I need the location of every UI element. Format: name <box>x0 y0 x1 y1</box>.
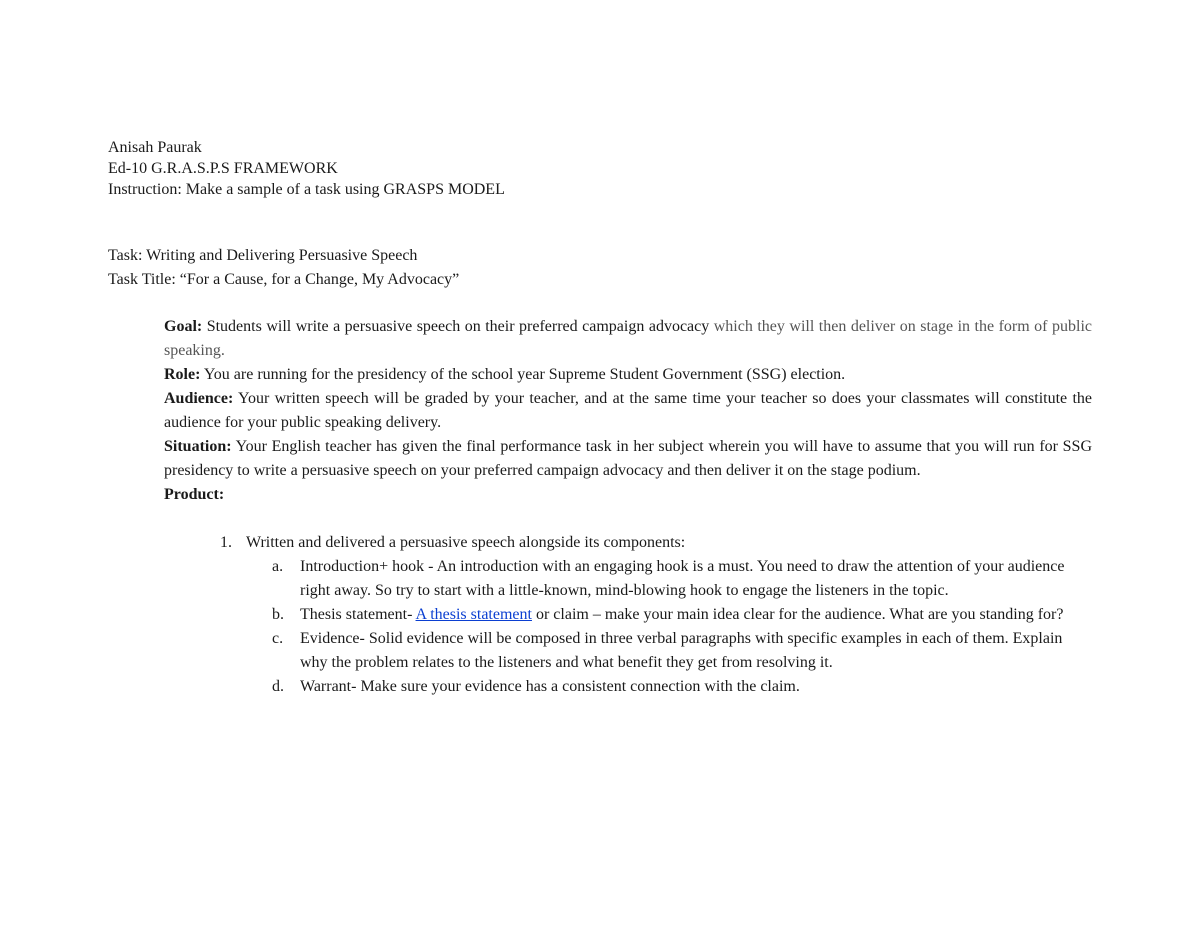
product-list <box>164 531 1094 699</box>
instruction-text: Instruction: Make a sample of a task using GRASPS MODEL <box>108 181 505 198</box>
author-name: Anisah Paurak <box>108 139 202 156</box>
sub-item-text: Warrant- Make sure your evidence has a consistent connection with the claim. <box>300 678 800 695</box>
task-title-line: Task Title: “For a Cause, for a Change, My Advocacy” <box>108 271 460 288</box>
audience-paragraph <box>164 387 1092 435</box>
situation-paragraph <box>164 435 1092 483</box>
sub-marker: c. <box>272 630 284 647</box>
situation-text: Your English teacher has given the final performance task in her subject wherein you will have to assume that you will run for SSG presidency to write a persuasive speech on your preferred campaign advocacy and then deliver it on the stage podium. <box>164 438 1092 479</box>
role-text: You are running for the presidency of the school year Supreme Student Government (SSG) election. <box>200 366 846 383</box>
task-line: Task: Writing and Delivering Persuasive Speech <box>108 247 418 264</box>
sub-marker: b. <box>272 606 284 623</box>
list-item-text: Written and delivered a persuasive speech alongside its components: <box>246 534 686 551</box>
sub-list-item-b <box>164 603 1094 627</box>
audience-label: Audience: <box>164 390 234 407</box>
role-label: Role: <box>164 366 201 383</box>
sub-item-text-before: Thesis statement- <box>300 606 416 623</box>
role-paragraph <box>164 363 1092 387</box>
goal-text-cont: which they will then deliver on stage in the form of public speaking. <box>164 318 1092 359</box>
goal-label: Goal: <box>164 318 203 335</box>
thesis-statement-link[interactable]: A thesis statement <box>415 606 532 623</box>
product-paragraph <box>164 483 1092 507</box>
task-info <box>108 244 459 292</box>
sub-list-item-d <box>164 675 1094 699</box>
goal-text: Students will write a persuasive speech on their preferred campaign advocacy <box>202 318 714 335</box>
goal-paragraph <box>164 315 1092 363</box>
sub-list-item-c <box>164 627 1094 675</box>
sub-marker: a. <box>272 558 284 575</box>
sub-marker: d. <box>272 678 284 695</box>
sub-item-text-after: or claim – make your main idea clear for the audience. What are you standing for? <box>531 606 1064 623</box>
list-marker: 1. <box>220 534 232 551</box>
sub-list-item-a <box>164 555 1094 603</box>
list-item <box>164 531 1094 555</box>
course-title: Ed-10 G.R.A.S.P.S FRAMEWORK <box>108 160 338 177</box>
audience-text: Your written speech will be graded by your teacher, and at the same time your teacher so does your classmates will constitute the audience for your public speaking delivery. <box>164 390 1092 431</box>
situation-label: Situation: <box>164 438 232 455</box>
sub-list <box>164 555 1094 699</box>
product-label: Product: <box>164 486 225 503</box>
document-header <box>108 137 505 200</box>
grasps-section <box>164 315 1092 507</box>
sub-item-text: Introduction+ hook - An introduction with an engaging hook is a must. You need to draw the attention of your audience right away. So try to start with a little-known, mind-blowing hook to engage the listeners in the topic. <box>300 558 1065 599</box>
sub-item-text: Evidence- Solid evidence will be composed in three verbal paragraphs with specific examples in each of them. Explain why the problem relates to the listeners and what benefit they get from resolving it. <box>300 630 1063 671</box>
